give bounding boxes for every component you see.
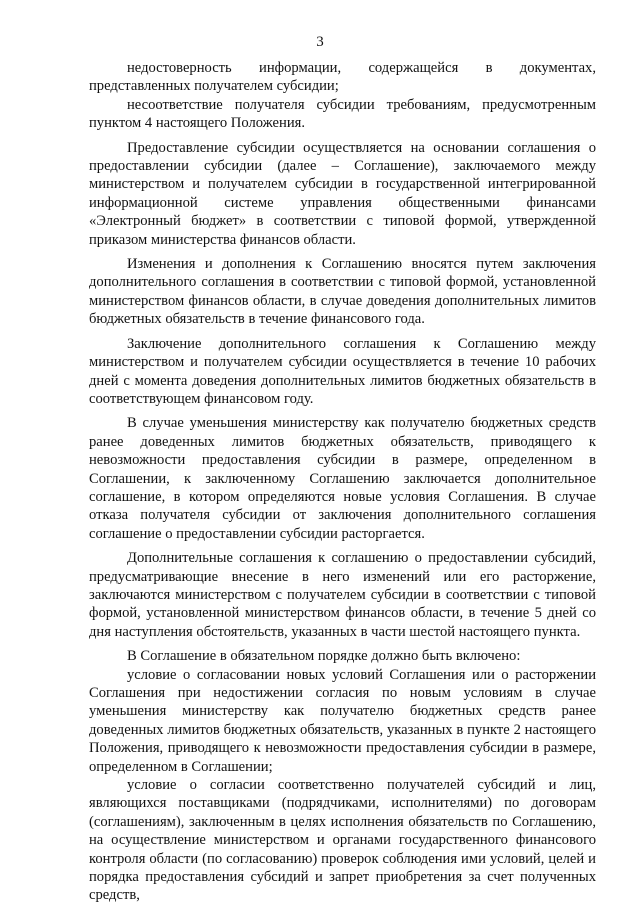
paragraph-7: Дополнительные соглашения к соглашению о предоставлении субсидий, предусматривающие внесение в него изменений или его расторжение, заключаются министерством с получателем субсидии в соответствии с типовой формой, установленной министерством финансов области, в течение 5 дней со дня наступления обстоятельств, указанных в части шестой настоящего пункта. <box>89 550 596 640</box>
paragraph-3: Предоставление субсидии осуществляется на основании соглашения о предоставлении субсидии (далее – Соглашение), заключаемого между министерством и получателем субсидии в государственной интегрированной информационной системе управления общественными финансами «Электронный бюджет» в соответствии с типовой формой, утвержденной приказом министерства финансов области. <box>89 139 596 248</box>
paragraph-10: условие о согласии соответственно получателей субсидий и лиц, являющихся поставщиками (подрядчиками, исполнителями) по договорам (соглашениям), заключенным в целях исполнения обязательств по Соглашению, на осуществление министерством и органами государственного финансового контроля области (по согласованию) проверок соблюдения ими условий, целей и порядка предоставления субсидий и запрет приобретения за счет полученных средств, <box>89 777 596 904</box>
paragraph-5: Заключение дополнительного соглашения к Соглашению между министерством и получателем субсидии осуществляется в течение 10 рабочих дней с момента доведения дополнительных лимитов бюджетных обязательств в соответствующем финансовом году. <box>89 335 596 407</box>
paragraph-9: условие о согласовании новых условий Соглашения или о расторжении Соглашения при недостижении согласия по новым условиям в случае уменьшения министерству как получателю бюджетных средств ранее доведенных лимитов бюджетных обязательств, указанных в пункте 2 настоящего Положения, приводящего к невозможности предоставления субсидии в размере, определенном в Соглашении; <box>89 666 596 775</box>
paragraph-4: Изменения и дополнения к Соглашению вносятся путем заключения дополнительного соглашения в соответствии с типовой формой, установленной министерством финансов области, в случае доведения дополнительных лимитов бюджетных обязательств в течение финансового года. <box>89 256 596 328</box>
paragraph-1: недостоверность информации, содержащейся в документах, представленных получателем субсидии; <box>89 60 596 95</box>
page-number: 3 <box>316 34 324 50</box>
paragraph-8: В Соглашение в обязательном порядке должно быть включено: <box>127 648 521 665</box>
document-body <box>89 59 596 905</box>
paragraph-6: В случае уменьшения министерству как получателю бюджетных средств ранее доведенных лимитов бюджетных обязательств, приводящего к невозможности предоставления субсидии в размере, определенном в Соглашении, к заключенному Соглашению заключается дополнительное соглашение, в котором определяются новые условия Соглашения. В случае отказа получателя субсидии от заключения дополнительного соглашения соглашение о предоставлении субсидии расторгается. <box>89 415 596 542</box>
paragraph-2: несоответствие получателя субсидии требованиям, предусмотренным пунктом 4 настоящего Положения. <box>89 96 596 132</box>
